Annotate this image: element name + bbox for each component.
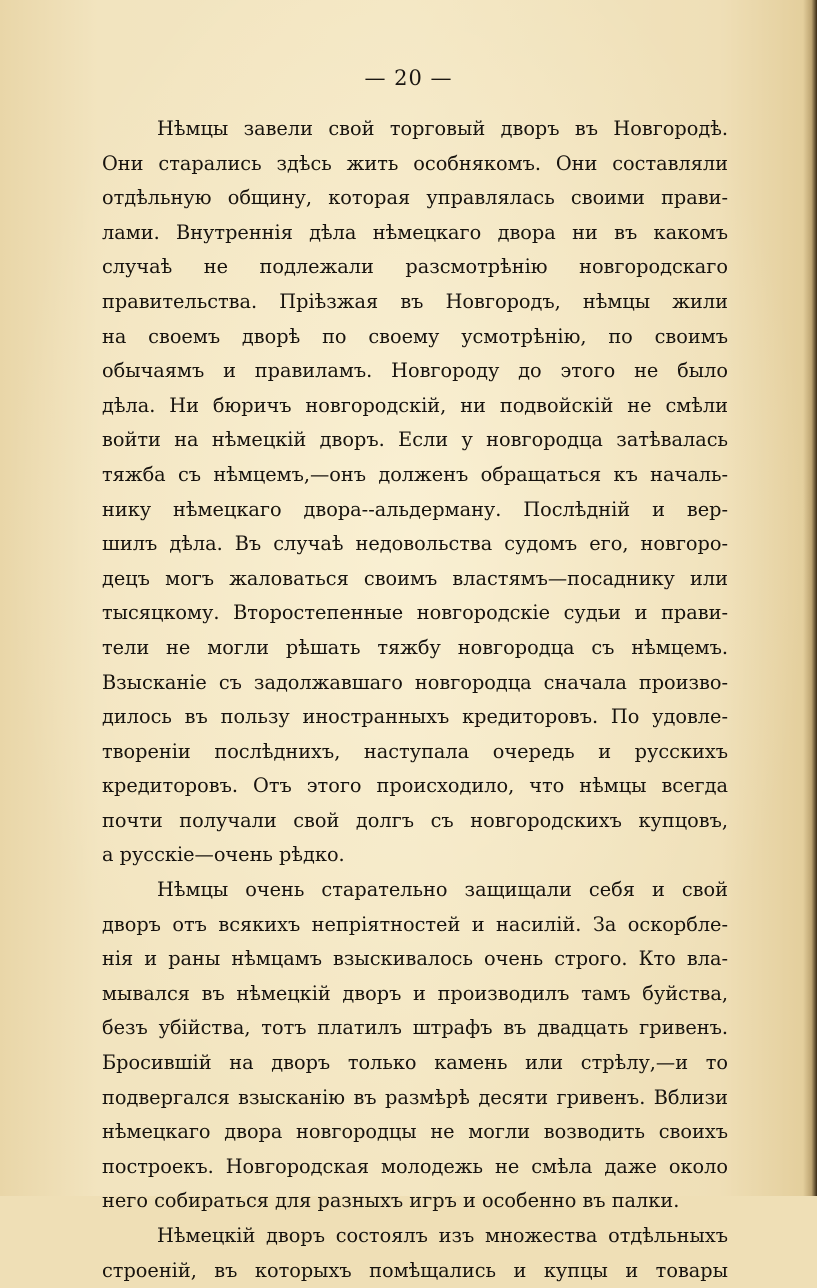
text-line: шилъ дѣла. Въ случаѣ недовольства судомъ его, новгоро- xyxy=(102,532,728,556)
text-line: правительства. Пріѣзжая въ Новгородъ, нѣмцы жили xyxy=(102,289,728,313)
text-line: тысяцкому. Второстепенные новгородскіе судьи и прави- xyxy=(102,601,728,625)
text-line: подвергался взысканію въ размѣрѣ десяти гривенъ. Вблизи xyxy=(102,1085,728,1109)
text-line: лами. Внутреннія дѣла нѣмецкаго двора ни въ какомъ xyxy=(102,220,728,244)
text-line: кредиторовъ. Отъ этого происходило, что нѣмцы всегда xyxy=(102,774,728,798)
text-line: строеній, въ которыхъ помѣщались и купцы и товары xyxy=(102,1258,728,1282)
text-line: безъ убійства, тотъ платилъ штрафъ въ двадцать гривенъ. xyxy=(102,1016,728,1040)
text-line: нику нѣмецкаго двора--альдерману. Послѣдній и вер- xyxy=(102,497,728,521)
text-line: тели не могли рѣшать тяжбу новгородца съ нѣмцемъ. xyxy=(102,635,728,659)
text-line: случаѣ не подлежали разсмотрѣнію новгородскаго xyxy=(102,255,728,279)
text-line: обычаямъ и правиламъ. Новгороду до этого не было xyxy=(102,359,728,383)
page-edge-shadow xyxy=(803,0,817,1196)
text-line: Они старались здѣсь жить особнякомъ. Они составляли xyxy=(102,151,728,175)
page-number: — 20 — xyxy=(364,66,453,90)
text-line: децъ могъ жаловаться своимъ властямъ—посаднику или xyxy=(102,566,728,590)
text-line: построекъ. Новгородская молодежь не смѣла даже около xyxy=(102,1154,728,1178)
text-line: Нѣмецкій дворъ состоялъ изъ множества отдѣльныхъ xyxy=(157,1224,728,1247)
text-line: Нѣмцы завели свой торговый дворъ въ Новгородѣ. xyxy=(157,117,728,140)
text-line: на своемъ дворѣ по своему усмотрѣнію, по своимъ xyxy=(102,324,728,348)
text-line: твореніи послѣднихъ, наступала очередь и русскихъ xyxy=(102,739,728,763)
text-line: тяжба съ нѣмцемъ,—онъ долженъ обращаться къ началь- xyxy=(102,462,728,486)
text-line: мывался въ нѣмецкій дворъ и производилъ тамъ буйства, xyxy=(102,981,728,1005)
body-text xyxy=(102,112,728,1288)
text-line: отдѣльную общину, которая управлялась своими прави- xyxy=(102,186,728,210)
text-line: Нѣмцы очень старательно защищали себя и свой xyxy=(157,878,728,902)
text-line: дилось въ пользу иностранныхъ кредиторовъ. По удовле- xyxy=(102,705,728,729)
text-line: дѣла. Ни бюричъ новгородскій, ни подвойскій не смѣли xyxy=(102,393,728,417)
text-line: дворъ отъ всякихъ непріятностей и насилій. За оскорбле- xyxy=(102,912,728,936)
text-line: него собираться для разныхъ игръ и особенно въ палки. xyxy=(102,1189,680,1213)
text-line: войти на нѣмецкій дворъ. Если у новгородца затѣвалась xyxy=(102,428,728,452)
text-line: а русскіе—очень рѣдко. xyxy=(102,843,345,867)
text-line: Взысканіе съ задолжавшаго новгородца сначала произво- xyxy=(102,670,728,694)
text-line: Бросившій на дворъ только камень или стрѣлу,—и то xyxy=(102,1051,728,1075)
text-line: нѣмецкаго двора новгородцы не могли возводить своихъ xyxy=(102,1120,728,1144)
text-line: почти получали свой долгъ съ новгородскихъ купцовъ, xyxy=(102,808,728,832)
text-line: нія и раны нѣмцамъ взыскивалось очень строго. Кто вла- xyxy=(102,947,728,971)
